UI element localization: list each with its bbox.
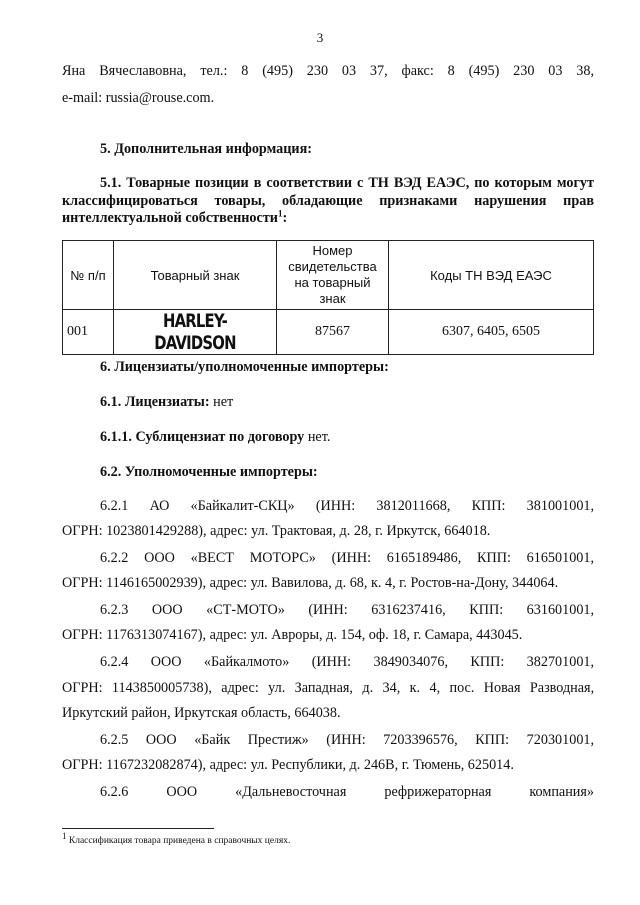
section-5-heading: 5. Дополнительная информация: (100, 141, 312, 157)
section-5-1-heading: 5.1. Товарные позиции в соответствии с ТН ВЭД ЕАЭС, по которым могут классифицироваться товары, обладающие признаками нарушения прав интеллектуальной собственности$^1$: (62, 175, 594, 226)
header-num: № п/п (63, 241, 114, 310)
importers-heading: 6.2. Уполномоченные импортеры: (100, 464, 318, 480)
row-num: 001 (63, 310, 114, 355)
importer-1-line-1: 6.2.1 АО «Байкалит-СКЦ» (ИНН: 3812011668, КПП: 381001001, (100, 498, 595, 514)
importer-6-line-1: 6.2.6 ООО «Дальневосточная рефрижераторная компания» (100, 784, 595, 800)
sublicensee-line: 6.1.1. Сублицензиат по договору нет. (100, 429, 331, 445)
importer-4-line-3: Иркутский район, Иркутская область, 664038. (62, 705, 341, 721)
importer-3-line-2: ОГРН: 1176313074167), адрес: ул. Авроры, д. 154, оф. 18, г. Самара, 443045. (62, 627, 523, 643)
importer-1-line-2: ОГРН: 1023801429288), адрес: ул. Трактовая, д. 28, г. Иркутск, 664018. (62, 523, 491, 539)
importer-2-line-1: 6.2.2 ООО «ВЕСТ МОТОРС» (ИНН: 6165189486, КПП: 616501001, (100, 550, 595, 566)
importer-5-line-1: 6.2.5 ООО «Байк Престиж» (ИНН: 7203396576, КПП: 720301001, (100, 732, 595, 748)
footnote-mark: 1 (277, 208, 283, 219)
header-certificate: Номер свидетельства на товарный знак (277, 241, 389, 310)
header-trademark: Товарный знак (114, 241, 277, 310)
table-row (63, 310, 594, 355)
row-codes: 6307, 6405, 6505 (389, 310, 594, 355)
importer-4-line-1: 6.2.4 ООО «Байкалмото» (ИНН: 3849034076, КПП: 382701001, (100, 654, 595, 670)
page-number: 3 (316, 30, 324, 45)
footnote: $^1$ Классификация товара приведена в справочных целях. (62, 831, 291, 847)
harley-davidson-logo: HARLEY-DAVIDSON (154, 310, 236, 354)
table-header-row (63, 241, 594, 310)
contact-line-2: e-mail: russia@rouse.com. (62, 90, 215, 106)
footnote-divider (62, 828, 214, 829)
licensees-line: 6.1. Лицензиаты: нет (100, 394, 234, 410)
header-codes: Коды ТН ВЭД ЕАЭС (389, 241, 594, 310)
row-certificate: 87567 (277, 310, 389, 355)
contact-line-1: Яна Вячеславовна, тел.: 8 (495) 230 03 37, факс: 8 (495) 230 03 38, (62, 63, 595, 79)
trademark-table (62, 240, 594, 355)
row-trademark (114, 310, 277, 355)
importer-2-line-2: ОГРН: 1146165002939), адрес: ул. Вавилова, д. 68, к. 4, г. Ростов-на-Дону, 344064. (62, 575, 559, 591)
importer-4-line-2: ОГРН: 1143850005738), адрес: ул. Западная, д. 34, к. 4, пос. Новая Разводная, (62, 680, 595, 696)
importer-5-line-2: ОГРН: 1167232082874), адрес: ул. Республики, д. 246В, г. Тюмень, 625014. (62, 757, 514, 773)
importer-3-line-1: 6.2.3 ООО «СТ-МОТО» (ИНН: 6316237416, КПП: 631601001, (100, 602, 595, 618)
section-6-heading: 6. Лицензиаты/уполномоченные импортеры: (100, 359, 389, 375)
